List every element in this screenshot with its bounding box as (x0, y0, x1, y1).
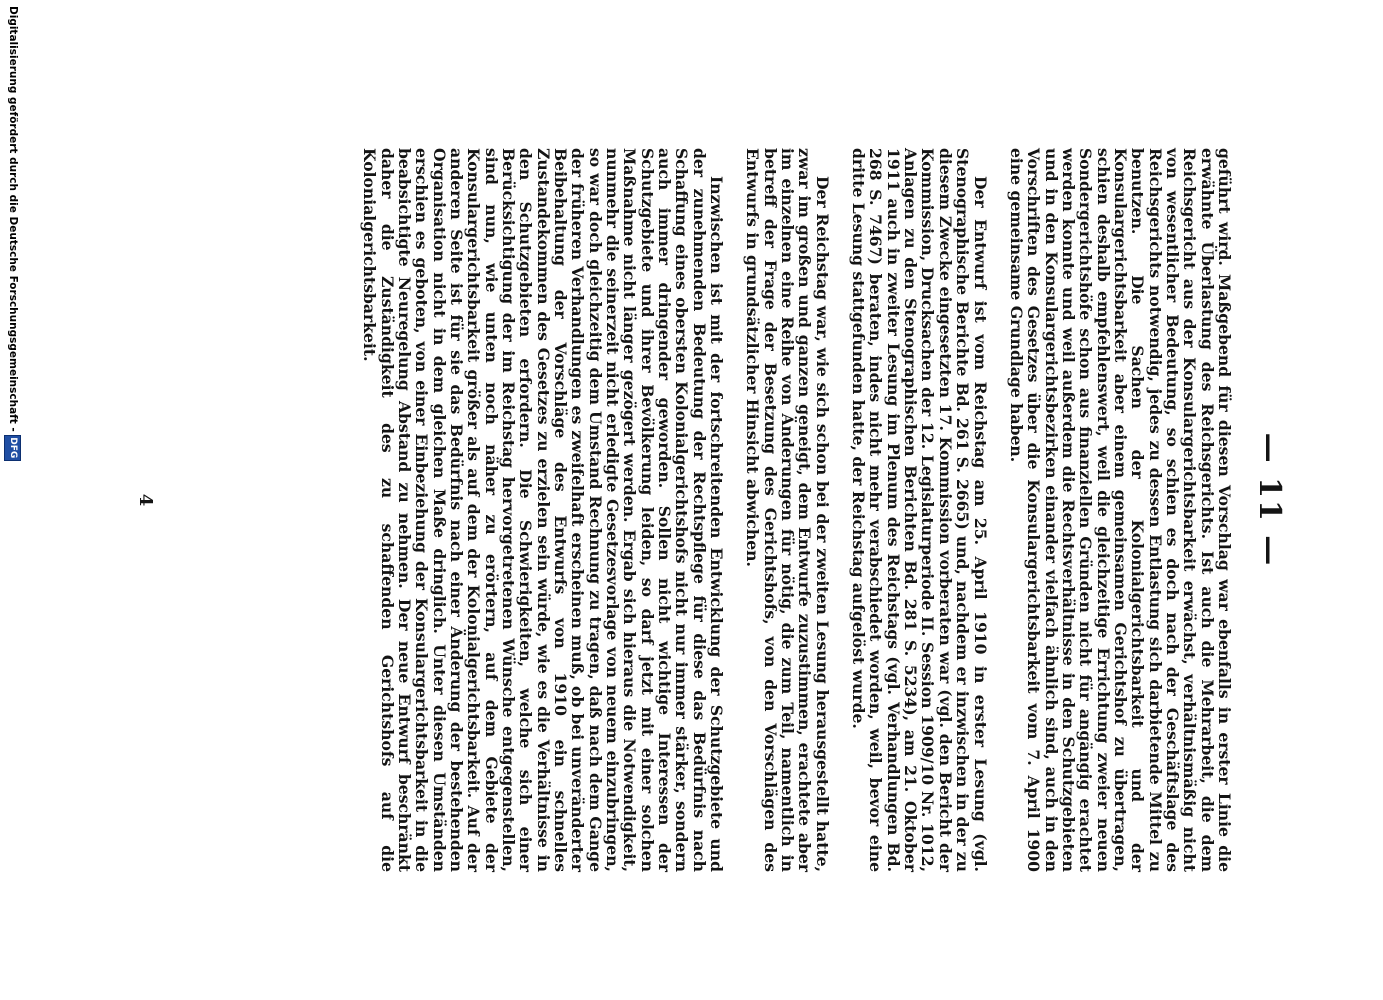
paragraph-2: Der Entwurf ist vom Reichstag am 25. April 1910 in erster Lesung (vgl. Stenographische Berichte Bd. 261 S. 2665) und, nachdem er inzwischen in der zu diesem Zwecke eingesetzten 17. Kommission vorberaten war (vgl. den Bericht der Kommission, Drucksachen der 12. Legislaturperiode II. Session 1909/10 Nr. 1012, Anlagen zu den Stenographischen Berichten Bd. 281 S. 5234), am 21. Oktober 1911 auch in zweiter Lesung im Plenum des Reichstags (vgl. Verhandlungen Bd. 268 S. 7467) beraten, indes nicht mehr verabschiedet worden, weil, bevor eine dritte Lesung stattgefunden hatte, der Reichstag aufgelöst wurde. (849, 148, 990, 872)
digitization-credit (4, 6, 22, 461)
page-number-header: — 11 — (1252, 432, 1287, 568)
credit-text: Digitalisierung gefördert durch die Deutsche Forschungsgemeinschaft - (7, 6, 19, 432)
paragraph-3: Der Reichstag war, wie sich schon bei der zweiten Lesung herausgestellt hatte, zwar im großen und ganzen geneigt, dem Entwurfe zuzustimmen, erachtete aber im einzelnen eine Reihe von Änderungen für nötig, die zum Teil, namentlich in betreff der Frage der Besetzung des Gerichtshofs, von den Vorschlägen des Entwurfs in grundsätzlicher Hinsicht abwichen. (743, 148, 832, 872)
dfg-logo-icon: DFG (5, 435, 22, 461)
signature-mark: 4 (135, 493, 156, 507)
body-text (361, 148, 1233, 872)
paragraph-4: Inzwischen ist mit der fortschreitenden Entwicklung der Schutzgebiete und der zunehmenden Bedeutung der Rechtspflege für diese das Bedürfnis nach Schaffung eines obersten Kolonialgerichtshofs nicht nur immer stärker, sondern auch immer dringender geworden. Sollen nicht wichtige Interessen der Schutzgebiete und ihrer Bevölkerung leiden, so darf jetzt mit einer solchen Maßnahme nicht länger gezögert werden. Ergab sich hieraus die Notwendigkeit, nunmehr die seinerzeit nicht erledigte Gesetzesvorlage von neuem einzubringen, so war doch gleichzeitig dem Umstand Rechnung zu tragen, daß nach dem Gange der früheren Verhandlungen es zweifelhaft erscheinen muß, ob bei unveränderter Beibehaltung der Vorschläge des Entwurfs von 1910 ein schnelles Zustandekommen des Gesetzes zu erzielen sein würde, wie es die Verhältnisse in den Schutzgebieten erfordern. Die Schwierigkeiten, welche sich einer Berücksichtigung der im Reichstag hervorgetretenen Wünsche entgegenstellen, sind nun, wie unten noch näher zu erörtern, auf dem Gebiete der Konsulargerichtsbarkeit größer als auf dem der Kolonialgerichtsbarkeit. Auf der anderen Seite ist für sie das Bedürfnis nach einer Änderung der bestehenden Organisation nicht in dem gleichen Maße dringlich. Unter diesen Umständen erschien es geboten, von einer Einbeziehung der Konsulargerichtsbarkeit in die beabsichtigte Neuregelung Abstand zu nehmen. Der neue Entwurf beschränkt daher die Zuständigkeit des zu schaffenden Gerichtshofs auf die Kolonialgerichtsbarkeit. (360, 148, 727, 872)
paragraph-1: geführt wird. Maßgebend für diesen Vorschlag war ebenfalls in erster Linie die erwähnte Überlastung des Reichsgerichts. Ist auch die Mehrarbeit, die dem Reichsgericht aus der Konsulargerichtsbarkeit erwächst, verhältnismäßig nicht von wesentlicher Bedeutung, so schien es doch nach der Geschäftslage des Reichsgerichts notwendig, jedes zu dessen Entlastung sich darbietende Mittel zu benutzen. Die Sachen der Kolonialgerichtsbarkeit und der Konsulargerichtsbarkeit aber einem gemeinsamen Gerichtshof zu übertragen, schien deshalb empfehlenswert, weil die gleichzeitige Errichtung zweier neuen Sondergerichtshöfe schon aus finanziellen Gründen nicht für angängig erachtet werden konnte und weil außerdem die Rechtsverhältnisse in den Schutzgebieten und in den Konsulargerichtsbezirken einander vielfach ähnlich sind, auch in den Vorschriften des Gesetzes über die Konsulargerichtsbarkeit vom 7. April 1900 eine gemeinsame Grundlage haben. (1006, 148, 1234, 872)
